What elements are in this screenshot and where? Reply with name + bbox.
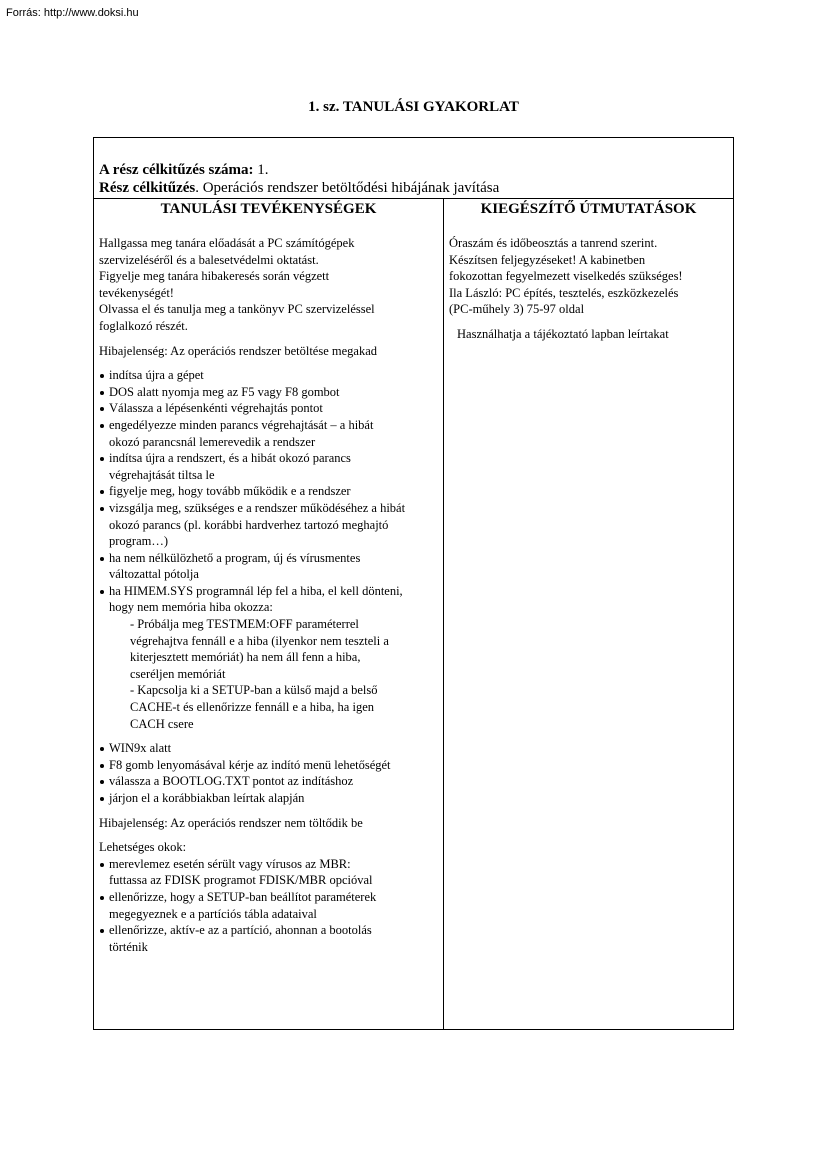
causes-list (99, 856, 441, 956)
intro-line: tevékenységét! (99, 285, 174, 300)
guidance-line: Készítsen feljegyzéseket! A kabinetben (449, 252, 646, 267)
column-divider (443, 198, 444, 1029)
left-column-title: TANULÁSI TEVÉKENYSÉGEK (160, 201, 377, 217)
bullet-line: végrehajtását tiltsa le (109, 467, 215, 482)
bullet-line: indítsa újra a gépet (109, 368, 204, 383)
bullet-line: Válassza a lépésenkénti végrehajtás pontot (109, 401, 323, 416)
bullet-item (99, 450, 441, 483)
bullet-item (99, 757, 441, 774)
intro-line: foglalkozó részét. (99, 318, 188, 333)
bullet-line: engedélyezze minden parancs végrehajtását – a hibát (109, 417, 374, 432)
bullet-item (99, 856, 441, 889)
bullet-line: indítsa újra a rendszert, és a hibát okozó parancs (109, 451, 351, 466)
bullet-item (99, 740, 441, 757)
goal-label: Rész célkitűzés (99, 180, 196, 196)
bullet-line: WIN9x alatt (109, 741, 172, 756)
bullet-line: figyelje meg, hogy tovább működik e a rendszer (109, 484, 351, 499)
bullet-line: hogy nem memória hiba okozza: (109, 600, 273, 615)
bullet-line: futtassa az FDISK programot FDISK/MBR opcióval (109, 873, 373, 888)
bullet-item (99, 790, 441, 807)
bullet-line: ellenőrizze, hogy a SETUP-ban beállítot paraméterek (109, 889, 377, 904)
bullet-line: okozó parancs (pl. korábbi hardverhez tartozó meghajtó (109, 517, 389, 532)
dos-steps-list (99, 367, 441, 616)
goal-number-value: 1. (253, 162, 269, 178)
intro-line: Hallgassa meg tanára előadását a PC számítógépek (99, 236, 355, 250)
goal-row (99, 179, 729, 197)
bullet-line: merevlemez esetén sérült vagy vírusos az MBR: (109, 856, 351, 871)
bullet-line: történik (109, 939, 148, 954)
bullet-item (99, 583, 441, 616)
bullet-item (99, 500, 441, 550)
guidance-lines (449, 235, 731, 318)
bullet-line: megegyeznek e a partíciós tábla adataival (109, 906, 317, 921)
intro-paragraph (99, 235, 441, 335)
bullet-item (99, 889, 441, 922)
bullet-item (99, 400, 441, 417)
substep-line: végrehajtva fennáll e a hiba (ilyenkor nem teszteli a (130, 633, 389, 648)
bullet-line: ellenőrizze, aktív-e az a partíció, ahonnan a bootolás (109, 923, 372, 938)
guidance-line: (PC-műhely 3) 75-97 oldal (449, 302, 585, 317)
guidance-note: Használhatja a tájékoztató lapban leírtakat (457, 326, 669, 341)
header-divider (94, 198, 733, 199)
bullet-line: válassza a BOOTLOG.TXT pontot az indításhoz (109, 774, 354, 789)
bullet-item (99, 417, 441, 450)
causes-label: Lehetséges okok: (99, 840, 187, 855)
guidance-line: Óraszám és időbeosztás a tanrend szerint. (449, 236, 658, 250)
win9x-steps-list (99, 740, 441, 806)
substep-line: CACH csere (130, 716, 194, 731)
bullet-line: ha nem nélkülözhető a program, új és vírusmentes (109, 550, 361, 565)
page-title: 1. sz. TANULÁSI GYAKORLAT (308, 99, 519, 115)
bullet-line: vizsgálja meg, szükséges e a rendszer működéséhez a hibát (109, 500, 406, 515)
bullet-line: DOS alatt nyomja meg az F5 vagy F8 gombot (109, 384, 340, 399)
bullet-line: változattal pótolja (109, 567, 199, 582)
goal-value: . Operációs rendszer betöltődési hibájának javítása (195, 180, 500, 196)
substep-line: cseréljen memóriát (130, 666, 226, 681)
intro-line: szervizeléséről és a balesetvédelmi oktatást. (99, 252, 319, 267)
himem-substeps (99, 616, 441, 732)
fault-1: Hibajelenség: Az operációs rendszer betöltése megakad (99, 343, 378, 358)
goal-number-label: A rész célkitűzés száma: (99, 162, 254, 178)
intro-line: Figyelje meg tanára hibakeresés során végzett (99, 269, 330, 284)
substep-line: CACHE-t és ellenőrizze fennáll e a hiba, ha igen (130, 700, 375, 715)
bullet-line: járjon el a korábbiakban leírtak alapján (109, 791, 305, 805)
goal-header (99, 161, 729, 197)
bullet-line: program…) (109, 534, 169, 549)
bullet-item (99, 384, 441, 401)
exercise-table (93, 137, 734, 1030)
intro-line: Olvassa el és tanulja meg a tankönyv PC szervizeléssel (99, 302, 375, 317)
guidance-line: fokozottan fegyelmezett viselkedés szükséges! (449, 269, 683, 284)
bullet-item (99, 550, 441, 583)
source-line: Forrás: http://www.doksi.hu (6, 7, 139, 19)
bullet-item (99, 367, 441, 384)
goal-number-row (99, 161, 729, 179)
bullet-item (99, 773, 441, 790)
substep-line: kiterjesztett memóriát) ha nem áll fenn a hiba, (130, 650, 361, 665)
bullet-item (99, 922, 441, 955)
supplementary-guidance (449, 235, 731, 343)
bullet-line: ha HIMEM.SYS programnál lép fel a hiba, el kell dönteni, (109, 583, 403, 598)
guidance-line: Ila László: PC építés, tesztelés, eszközkezelés (449, 285, 679, 300)
bullet-line: F8 gomb lenyomásával kérje az indító menü lehetőségét (109, 757, 391, 772)
substep-line: - Próbálja meg TESTMEM:OFF paraméterrel (130, 617, 359, 632)
bullet-item (99, 483, 441, 500)
right-column-title: KIEGÉSZÍTŐ ÚTMUTATÁSOK (480, 201, 697, 217)
fault-2: Hibajelenség: Az operációs rendszer nem töltődik be (99, 815, 363, 830)
substep-line: - Kapcsolja ki a SETUP-ban a külső majd a belső (130, 683, 378, 698)
learning-activities (99, 235, 441, 955)
bullet-line: okozó parancsnál lemerevedik a rendszer (109, 434, 316, 449)
